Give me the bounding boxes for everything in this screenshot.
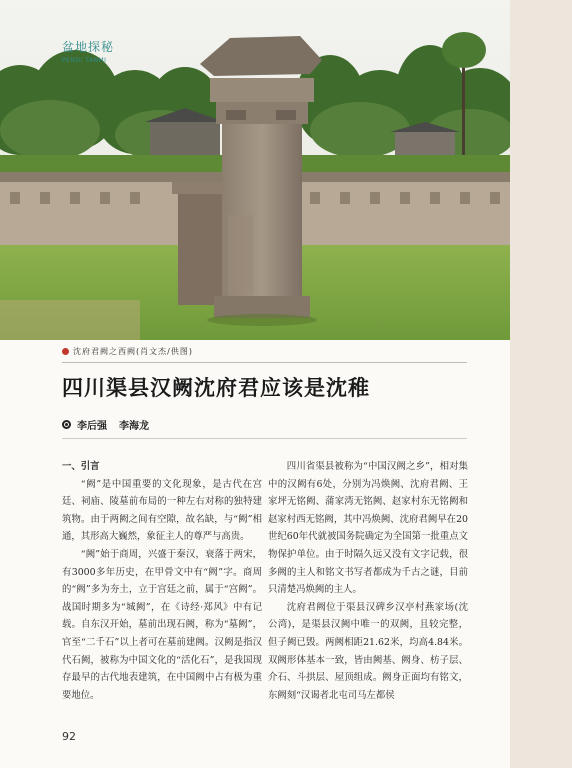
section-label	[62, 38, 114, 64]
article-photo	[0, 0, 510, 340]
author-line	[62, 417, 161, 432]
body-paragraph: “阙”始于商周，兴盛于秦汉，衰落于两宋，有3000多年历史，在甲骨文中有“阙”字。商周的“阙”多为夯土，立于宫廷之前，属于“宫阙”。战国时期多为“城阙”，在《诗经·郑风》中有记载。自东汉开始，墓前出现石阙，称为“墓阙”，官至“二千石”以上者可在墓前建阙。汉阙是指汉代石阙，被称为中国文化的“活化石”，是我国现存最早的古代地表建筑，在中国阙中占有极为重要地位。	[62, 548, 262, 701]
body-paragraph: 沈府君阙位于渠县汉碑乡汉亭村燕家场(沈公湾)，是渠县汉阙中唯一的双阙，且较完整，但子阙已毁。两阙相距21.62米，均高4.84米。双阙形体基本一致，皆由阙基、阙身、枋子层、介石、斗拱层、屋顶组成。阙身正面均有铭文，东阙刻“汉谒者北屯司马左都侯	[268, 601, 468, 701]
author-bullet-icon	[62, 420, 71, 429]
body-column-left	[62, 458, 262, 704]
page-number: 92	[62, 730, 76, 743]
author-name: 李后强	[77, 421, 107, 432]
photo-caption	[62, 346, 193, 357]
author-name: 李海龙	[119, 421, 149, 432]
caption-bullet-icon	[62, 348, 69, 355]
body-paragraph: 四川省渠县被称为“中国汉阙之乡”，相对集中的汉阙有6处，分别为冯焕阙、沈府君阙、王家坪无铭阙、蒲家湾无铭阙、赵家村东无铭阙和赵家村西无铭阙，其中冯焕阙、沈府君阙早在20世纪60年代就被国务院确定为全国第一批重点文物保护单位。由于时隔久远又没有文字记载，很多阙的主人和铭文书写者都成为千古之谜，目前只清楚冯焕阙的主人。	[268, 461, 468, 596]
section-heading: 一、引言	[62, 461, 100, 472]
page-margin-strip	[510, 0, 572, 768]
author-divider	[62, 438, 467, 439]
body-column-right	[268, 458, 468, 704]
body-paragraph: “阙”是中国重要的文化现象，是古代在宫廷、祠庙、陵墓前布局的一种左右对称的独特建筑物。由于两阙之间有空隙，故名缺，与“阙”相通，其形高大巍然，象征主人的尊严与高贵。	[62, 478, 262, 543]
title-divider	[62, 362, 467, 363]
section-label-cn: 盆地探秘	[62, 40, 115, 54]
photo-caption-text: 沈府君阙之西阙(肖文杰/供图)	[73, 347, 193, 356]
article-title: 四川渠县汉阙沈府君应该是沈稚	[62, 376, 370, 400]
section-label-en: PENDI TANMI	[62, 57, 107, 64]
